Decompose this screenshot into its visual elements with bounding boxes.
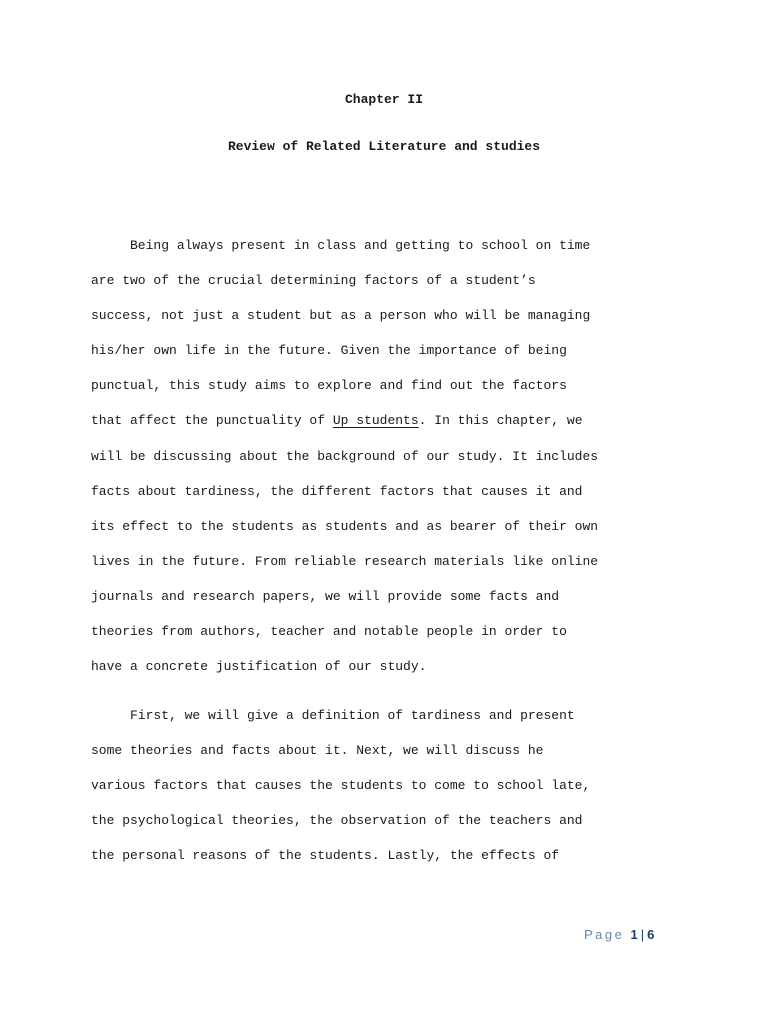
chapter-title: Chapter II	[344, 92, 423, 107]
text-line: Being always present in class and getting to school on time	[91, 238, 591, 253]
text-line: punctual, this study aims to explore and find out the factors	[91, 378, 567, 394]
page-separator: |	[640, 927, 645, 942]
text-line: facts about tardiness, the different factors that causes it and	[91, 483, 583, 499]
paragraph-1	[91, 236, 691, 692]
text-line: are two of the crucial determining factors of a student’s	[91, 273, 536, 289]
page-footer	[584, 927, 654, 942]
text-line: will be discussing about the background of our study. It includes	[91, 448, 599, 464]
page-label: Page	[584, 927, 625, 942]
total-pages: 6	[647, 927, 655, 942]
text-line: his/her own life in the future. Given the importance of being	[91, 343, 567, 359]
text-line: its effect to the students as students and as bearer of their own	[91, 518, 599, 534]
paragraph-2	[91, 706, 691, 881]
underlined-term: Up students	[332, 413, 419, 429]
text-segment: that affect the punctuality of	[91, 413, 333, 429]
text-line: First, we will give a definition of tardiness and present	[91, 708, 575, 723]
text-line: various factors that causes the students to come to school late,	[91, 778, 591, 794]
text-segment: . In this chapter, we	[418, 413, 583, 429]
text-line: some theories and facts about it. Next, we will discuss he	[91, 743, 544, 759]
text-line	[91, 411, 691, 446]
text-line: lives in the future. From reliable research materials like online	[91, 553, 599, 569]
section-title: Review of Related Literature and studies	[227, 139, 541, 154]
text-line: the personal reasons of the students. Lastly, the effects of	[91, 848, 560, 864]
text-line: journals and research papers, we will provide some facts and	[91, 588, 560, 604]
text-line: the psychological theories, the observation of the teachers and	[91, 813, 583, 829]
text-line: theories from authors, teacher and notable people in order to	[91, 624, 567, 640]
page-number: 1	[630, 927, 638, 942]
text-line: success, not just a student but as a person who will be managing	[91, 308, 591, 324]
text-line: have a concrete justification of our study.	[91, 659, 427, 675]
